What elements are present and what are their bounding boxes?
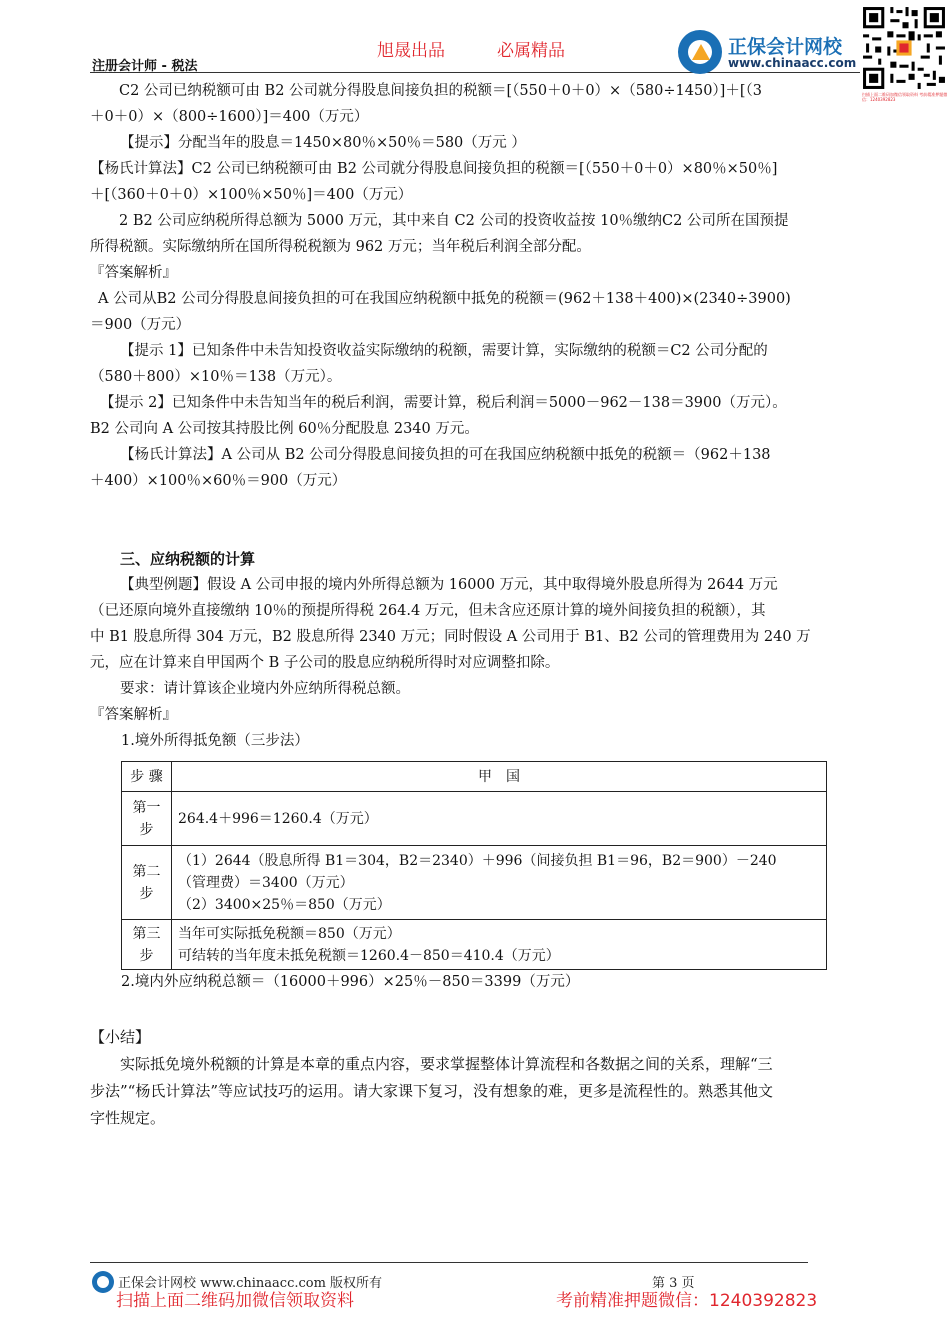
example-line-2: （已还原向境外直接缴纳 10％的预提所得税 264.4 万元，但未含应还原计算的境外间接负担的税额），其: [90, 603, 766, 619]
table-header-country: 甲 国: [172, 762, 827, 792]
step-1-value: 264.4＋996＝1260.4（万元）: [172, 792, 827, 846]
para-c2-tax-cont: ＋0＋0）×（800÷1600）]＝400（万元）: [90, 109, 369, 125]
step-2-label: 第二步: [122, 846, 172, 920]
answer-label: 『答案解析』: [90, 265, 177, 281]
step-3-line-2: 可结转的当年度未抵免税额＝1260.4－850＝410.4（万元）: [178, 947, 560, 964]
main-content: [90, 78, 862, 754]
step-3-value: [172, 920, 827, 970]
slogan-1: 旭晟出品: [377, 41, 445, 61]
para-hint-2: 【提示 2】已知条件中未告知当年的税后利润，需要计算，税后利润＝5000－962－138＝3900（万元）。: [100, 395, 787, 411]
step-title: 1.境外所得抵免额（三步法）: [121, 733, 309, 749]
qr-note: 扫描上面二维码加微信领取资料 考前精准押题微信：1240392823: [862, 92, 948, 102]
brand-name: 正保会计网校: [728, 36, 843, 58]
brand-logo[interactable]: [678, 30, 858, 74]
example-line-3: 中 B1 股息所得 304 万元，B2 股息所得 2340 万元；同时假设 A 公司用于 B1、B2 公司的管理费用为 240 万: [90, 629, 811, 645]
summary-line-1: 实际抵免境外税额的计算是本章的重点内容，要求掌握整体计算流程和各数据之间的关系，理解“三: [120, 1055, 773, 1073]
para-yang-method-2-cont: ＋400）×100％×60％＝900（万元）: [90, 473, 347, 489]
summary-line-2: 步法”“杨氏计算法”等应试技巧的运用。请大家课下复习，没有想象的难，更多是流程性的。熟悉其他文: [90, 1082, 774, 1100]
promo-right: 考前精准押题微信：1240392823: [556, 1291, 818, 1311]
slogan-2: 必属精品: [497, 41, 565, 61]
step-2-line-2: （管理费）＝3400（万元）: [178, 874, 354, 891]
para-hint: 【提示】分配当年的股息＝1450×80％×50％＝580（万元 ）: [120, 135, 526, 151]
brand-url: www.chinaacc.com: [728, 56, 857, 70]
step-3-label: 第三步: [122, 920, 172, 970]
para-a-credit-cont: ＝900（万元）: [90, 317, 191, 333]
para-b2-income: 2 B2 公司应纳税所得总额为 5000 万元，其中来自 C2 公司的投资收益按 10％缴纳C2 公司所在国预提: [119, 213, 789, 229]
para-hint-1: 【提示 1】已知条件中未告知投资收益实际缴纳的税额，需要计算，实际缴纳的税额＝C2 公司分配的: [120, 343, 768, 359]
step-1-label: 第一步: [122, 792, 172, 846]
page-number: 第 3 页: [652, 1276, 695, 1291]
para-yang-method-cont: ＋[（360＋0＋0）×100％×50％]＝400（万元）: [90, 187, 413, 203]
section-title: 三、应纳税额的计算: [120, 550, 256, 568]
promo-left: 扫描上面二维码加微信领取资料: [116, 1291, 354, 1311]
qr-code-icon: [860, 4, 948, 92]
example-line-1: 【典型例题】假设 A 公司申报的境内外所得总额为 16000 万元，其中取得境外股息所得为 2644 万元: [120, 577, 778, 593]
step-2-line-3: （2）3400×25％＝850（万元）: [178, 896, 391, 913]
footer-logo-icon: [92, 1271, 114, 1293]
para-yang-method-2: 【杨氏计算法】A 公司从 B2 公司分得股息间接负担的可在我国应纳税额中抵免的税额＝（962＋138: [120, 447, 771, 463]
para-c2-tax: C2 公司已纳税额可由 B2 公司就分得股息间接负担的税额＝[（550＋0＋0）×（580÷1450）]＋[（3: [119, 83, 762, 99]
footer-divider: [90, 1262, 808, 1263]
summary-title: 【小结】: [90, 1028, 151, 1046]
para-hint-1-cont: （580＋800）×10％＝138（万元）。: [90, 369, 342, 385]
table-header-steps: 步 骤: [122, 762, 172, 792]
step-2-value: [172, 846, 827, 920]
answer-label-2: 『答案解析』: [90, 707, 177, 723]
logo-triangle-icon: [692, 44, 710, 60]
total-tax-line: 2.境内外应纳税总额＝（16000＋996）×25％－850＝3399（万元）: [121, 974, 580, 990]
step-2-line-1: （1）2644（股息所得 B1＝304，B2＝2340）＋996（间接负担 B1＝96，B2＝900）－240: [178, 852, 777, 869]
step-3-line-1: 当年可实际抵免税额＝850（万元）: [178, 925, 401, 942]
footer-copyright: 正保会计网校 www.chinaacc.com 版权所有: [118, 1276, 383, 1291]
three-step-table: [121, 761, 827, 970]
para-hint-2-cont: B2 公司向 A 公司按其持股比例 60％分配股息 2340 万元。: [90, 421, 479, 437]
summary-block: [90, 1024, 862, 1132]
para-b2-income-cont: 所得税额。实际缴纳所在国所得税税额为 962 万元；当年税后利润全部分配。: [90, 239, 591, 255]
doc-title: 注册会计师 - 税法: [92, 59, 198, 74]
summary-line-3: 字性规定。: [90, 1109, 166, 1127]
para-a-credit: A 公司从B2 公司分得股息间接负担的可在我国应纳税额中抵免的税额＝(962＋138＋400)×(2340÷3900): [98, 291, 791, 307]
requirement: 要求：请计算该企业境内外应纳所得税总额。: [120, 681, 410, 697]
example-line-4: 元，应在计算来自甲国两个 B 子公司的股息应纳税所得时对应调整扣除。: [90, 655, 560, 671]
para-yang-method: 【杨氏计算法】C2 公司已纳税额可由 B2 公司就分得股息间接负担的税额＝[（550＋0＋0）×80％×50％]: [90, 161, 778, 177]
